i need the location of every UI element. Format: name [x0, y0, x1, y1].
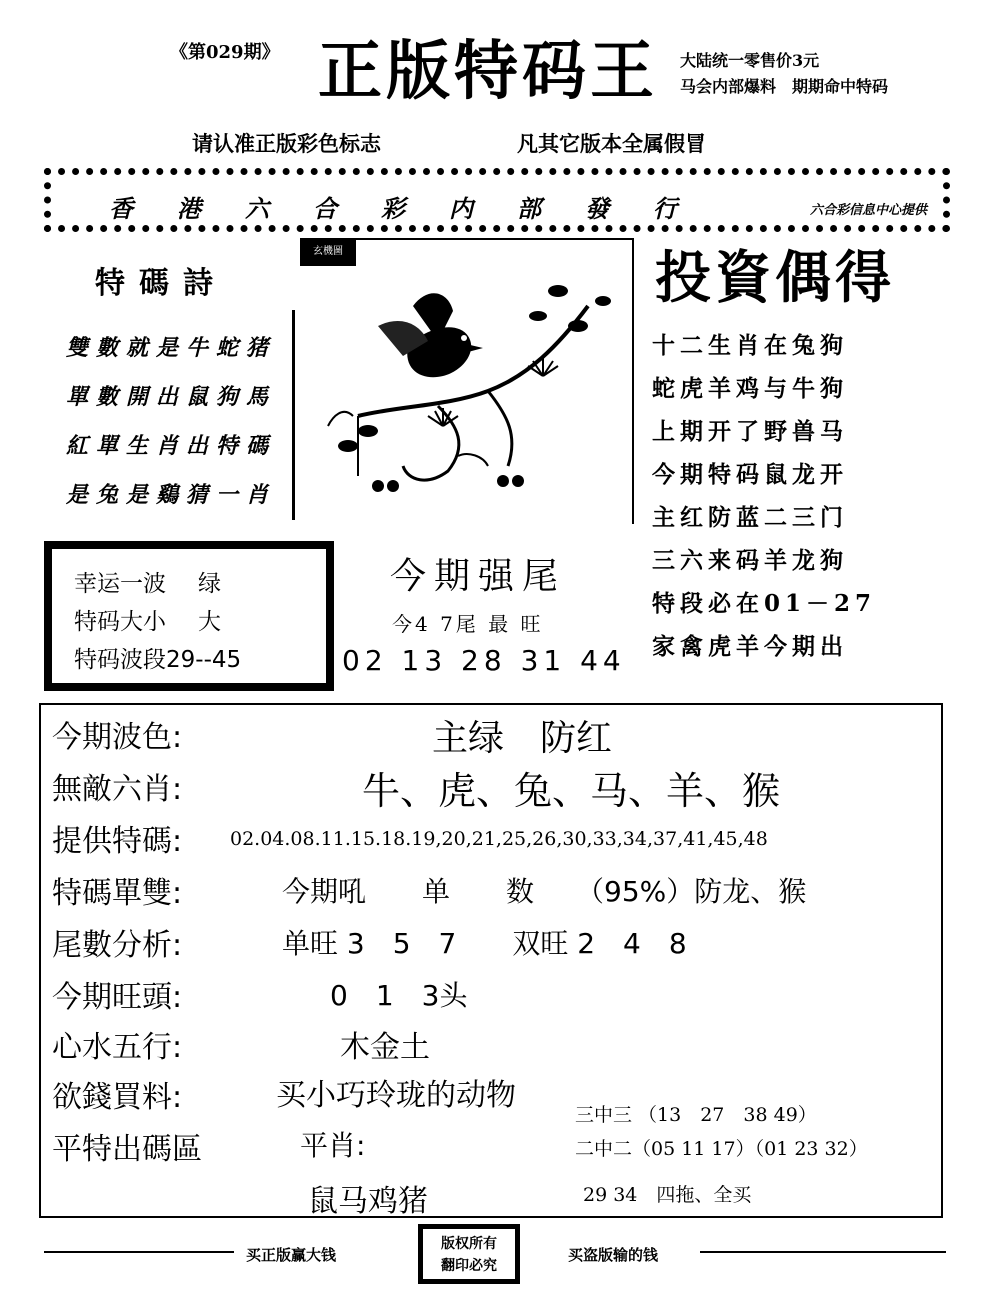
lucky-row — [74, 641, 241, 679]
invest-line: 上期开了野兽马 — [652, 418, 848, 445]
pricing-line: 马会内部爆料 期期命中特码 — [680, 77, 889, 96]
six-value: 牛、虎、兔、马、羊、猴 — [362, 769, 781, 813]
riddle-value: 买小巧玲珑的动物 — [276, 1078, 516, 1113]
lucky-box — [44, 541, 334, 691]
invest-line: 蛇虎羊鸡与牛狗 — [652, 375, 848, 402]
footer-right-text: 买盗版输的钱 — [568, 1246, 659, 1264]
footer-left-text: 买正版赢大钱 — [246, 1246, 337, 1264]
combo-two: 二中二（05 11 17）（01 23 32） — [575, 1138, 868, 1160]
invest-line: 十二生肖在兔狗 — [652, 332, 848, 359]
head-value: 0 1 3头 — [330, 979, 468, 1012]
stamp-line: 版权所有 — [441, 1236, 497, 1252]
head-label: 今期旺頭: — [52, 980, 183, 1015]
lucky-value: 29--45 — [166, 647, 242, 673]
special-label: 提供特碼: — [52, 824, 183, 859]
tailnum-label: 尾數分析: — [52, 928, 183, 963]
lucky-value: 大 — [198, 609, 221, 635]
lucky-label: 特码大小 — [74, 609, 166, 635]
invest-lines — [652, 324, 876, 668]
lucky-row — [74, 565, 241, 603]
color-value: 主绿 防红 — [432, 718, 613, 759]
oddeven-value: 今期吼 单 数 （95%）防龙、猴 — [282, 875, 807, 908]
flat-label: 平特出碼區 — [52, 1132, 202, 1167]
dotted-banner — [44, 168, 950, 232]
stamp-line: 翻印必究 — [441, 1258, 497, 1274]
lucky-value: 绿 — [198, 571, 221, 597]
invest-line: 主红防蓝二三门 — [652, 504, 848, 531]
lucky-label: 特码波段 — [74, 647, 166, 673]
notice-left: 请认准正版彩色标志 — [192, 131, 381, 156]
invest-line: 三六来码羊龙狗 — [652, 547, 848, 574]
banner-main-text: 香港六合彩内部發行 — [109, 194, 721, 223]
footer-line-left — [44, 1251, 234, 1253]
color-label: 今期波色: — [52, 720, 183, 755]
issue-number: 《第029期》 — [170, 42, 280, 63]
poem-lines — [66, 324, 276, 520]
poem-line: 雙數就是牛蛇猪 — [66, 335, 277, 361]
invest-title: 投資偶得 — [655, 245, 895, 311]
poem-line: 單數開出鼠狗馬 — [66, 384, 277, 410]
bird-branch-illustration — [318, 266, 618, 516]
tail-hot: 今4 7尾 最 旺 — [392, 612, 544, 636]
picture-mark: 玄機圖 — [300, 238, 356, 266]
invest-line: 今期特码鼠龙开 — [652, 461, 848, 488]
special-value: 02.04.08.11.15.18.19,20,21,25,26,30,33,34,37,41,45,48 — [230, 828, 768, 850]
tail-title: 今期强尾 — [390, 556, 567, 597]
poem-line: 是兔是鷄猜一肖 — [66, 482, 277, 508]
flat-value: 鼠马鸡猪 — [308, 1184, 428, 1219]
element-value: 木金土 — [340, 1030, 430, 1065]
poem-divider — [292, 310, 295, 520]
combo-three: 三中三 （13 27 38 49） — [575, 1104, 817, 1126]
six-label: 無敵六肖: — [52, 772, 183, 807]
oddeven-label: 特碼單雙: — [52, 876, 183, 911]
element-label: 心水五行: — [52, 1030, 183, 1065]
page-title: 正版特码王 — [318, 34, 658, 109]
invest-line: 家禽虎羊今期出 — [652, 633, 848, 660]
copyright-stamp — [418, 1224, 520, 1284]
poem-title: 特碼詩 — [95, 266, 227, 301]
banner-sub-text: 六合彩信息中心提供 — [809, 203, 927, 218]
flat-sub-label: 平肖: — [300, 1129, 366, 1162]
lucky-label: 幸运一波 — [74, 571, 166, 597]
lucky-rows — [74, 565, 241, 679]
riddle-label: 欲錢買料: — [52, 1080, 183, 1115]
tail-numbers: 02 13 28 31 44 — [342, 644, 626, 677]
pricing-line: 大陆统一零售价3元 — [680, 51, 820, 70]
poem-line: 紅單生肖出特碼 — [66, 433, 277, 459]
lucky-row — [74, 603, 241, 641]
invest-line: 特段必在01－27 — [652, 590, 877, 617]
pricing-info — [680, 48, 888, 100]
footer-line-right — [700, 1251, 946, 1253]
notice-right: 凡其它版本全属假冒 — [517, 131, 706, 156]
combo-drag: 29 34 四拖、全买 — [583, 1184, 752, 1206]
tailnum-value: 单旺 3 5 7 双旺 2 4 8 — [282, 927, 687, 960]
